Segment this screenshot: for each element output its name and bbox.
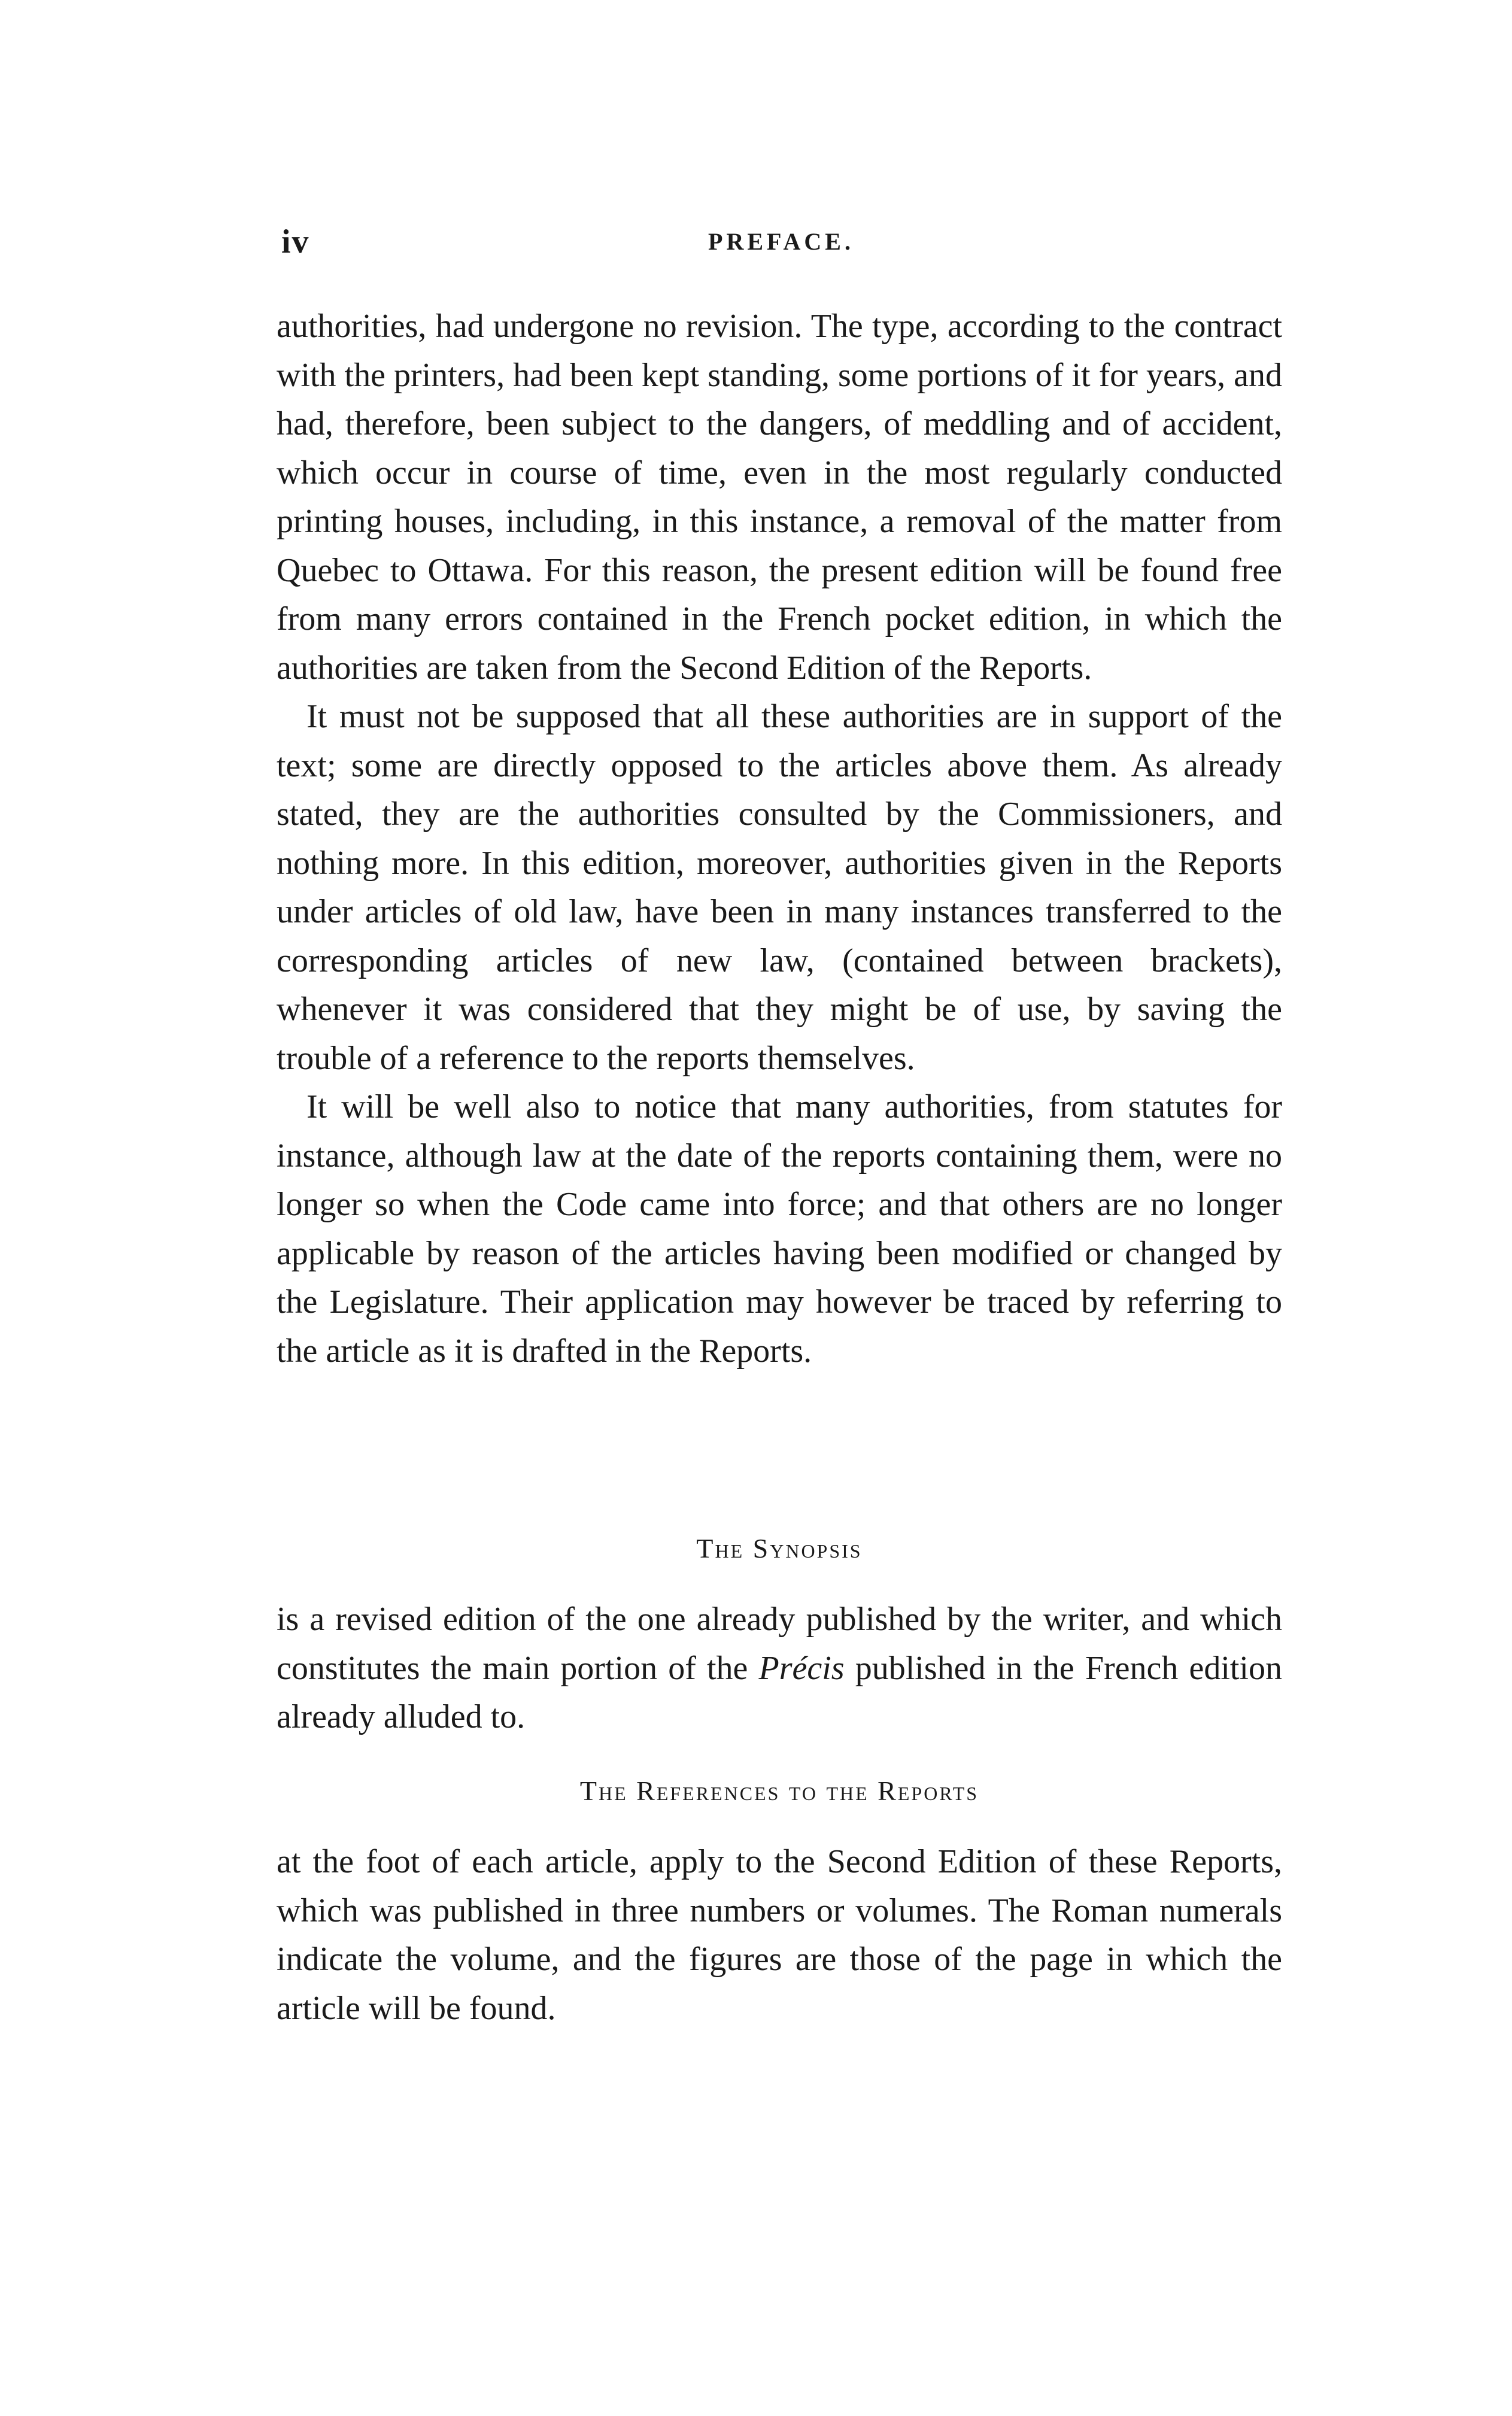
page-number: iv: [281, 223, 310, 260]
synopsis-text-before: is a revised edition of the one already published by the writer, and which constitutes the main portion of the: [277, 1601, 1282, 1687]
paragraph-synopsis: [277, 1595, 1282, 1742]
synopsis-text-after: published in the French edition already alluded to.: [277, 1649, 1282, 1735]
synopsis-text-block: [277, 1595, 1282, 1742]
running-head-title: PREFACE.: [708, 228, 854, 255]
section-heading-synopsis: The Synopsis: [696, 1533, 863, 1564]
paragraph-references: at the foot of each article, apply to the Second Edition of these Reports, which was published in three numbers or volumes. The Roman numerals indicate the volume, and the figures are those of the page in which the article will be found.: [277, 1843, 1282, 2027]
running-head: [281, 223, 1281, 265]
section-heading-references: The References to the Reports: [579, 1775, 979, 1806]
paragraph-authorities-notice: It will be well also to notice that many authorities, from statutes for instance, although law at the date of the reports containing them, were no longer so when the Code came into force; and that others are no longer applicable by reason of the articles having been modified or changed by the Legislature. Their application may however be traced by referring to the article as it is drafted in the Reports.: [277, 1088, 1282, 1370]
paragraph-authorities-support: It must not be supposed that all these authorities are in support of the text; some are directly opposed to the articles above them. As already stated, they are the authorities consulted by the Commissioners, and nothing more. In this edition, moreover, authorities given in the Reports under articles of old law, have been in many instances transferred to the corresponding articles of new law, (contained between brackets), whenever it was considered that they might be of use, by saving the trouble of a reference to the reports themselves.: [277, 698, 1282, 1077]
paragraph-continued: authorities, had undergone no revision. The type, according to the contract with the printers, had been kept standing, some portions of it for years, and had, therefore, been subject to the dangers, of meddling and of accident, which occur in course of time, even in the most regularly conducted printing houses, including, in this instance, a removal of the matter from Quebec to Ottawa. For this reason, the present edition will be found free from many errors contained in the French pocket edition, in which the authorities are taken from the Second Edition of the Reports.: [277, 308, 1282, 687]
synopsis-text-italic: Précis: [758, 1649, 845, 1687]
main-text-block: [277, 302, 1282, 1376]
references-text-block: [277, 1838, 1282, 2033]
